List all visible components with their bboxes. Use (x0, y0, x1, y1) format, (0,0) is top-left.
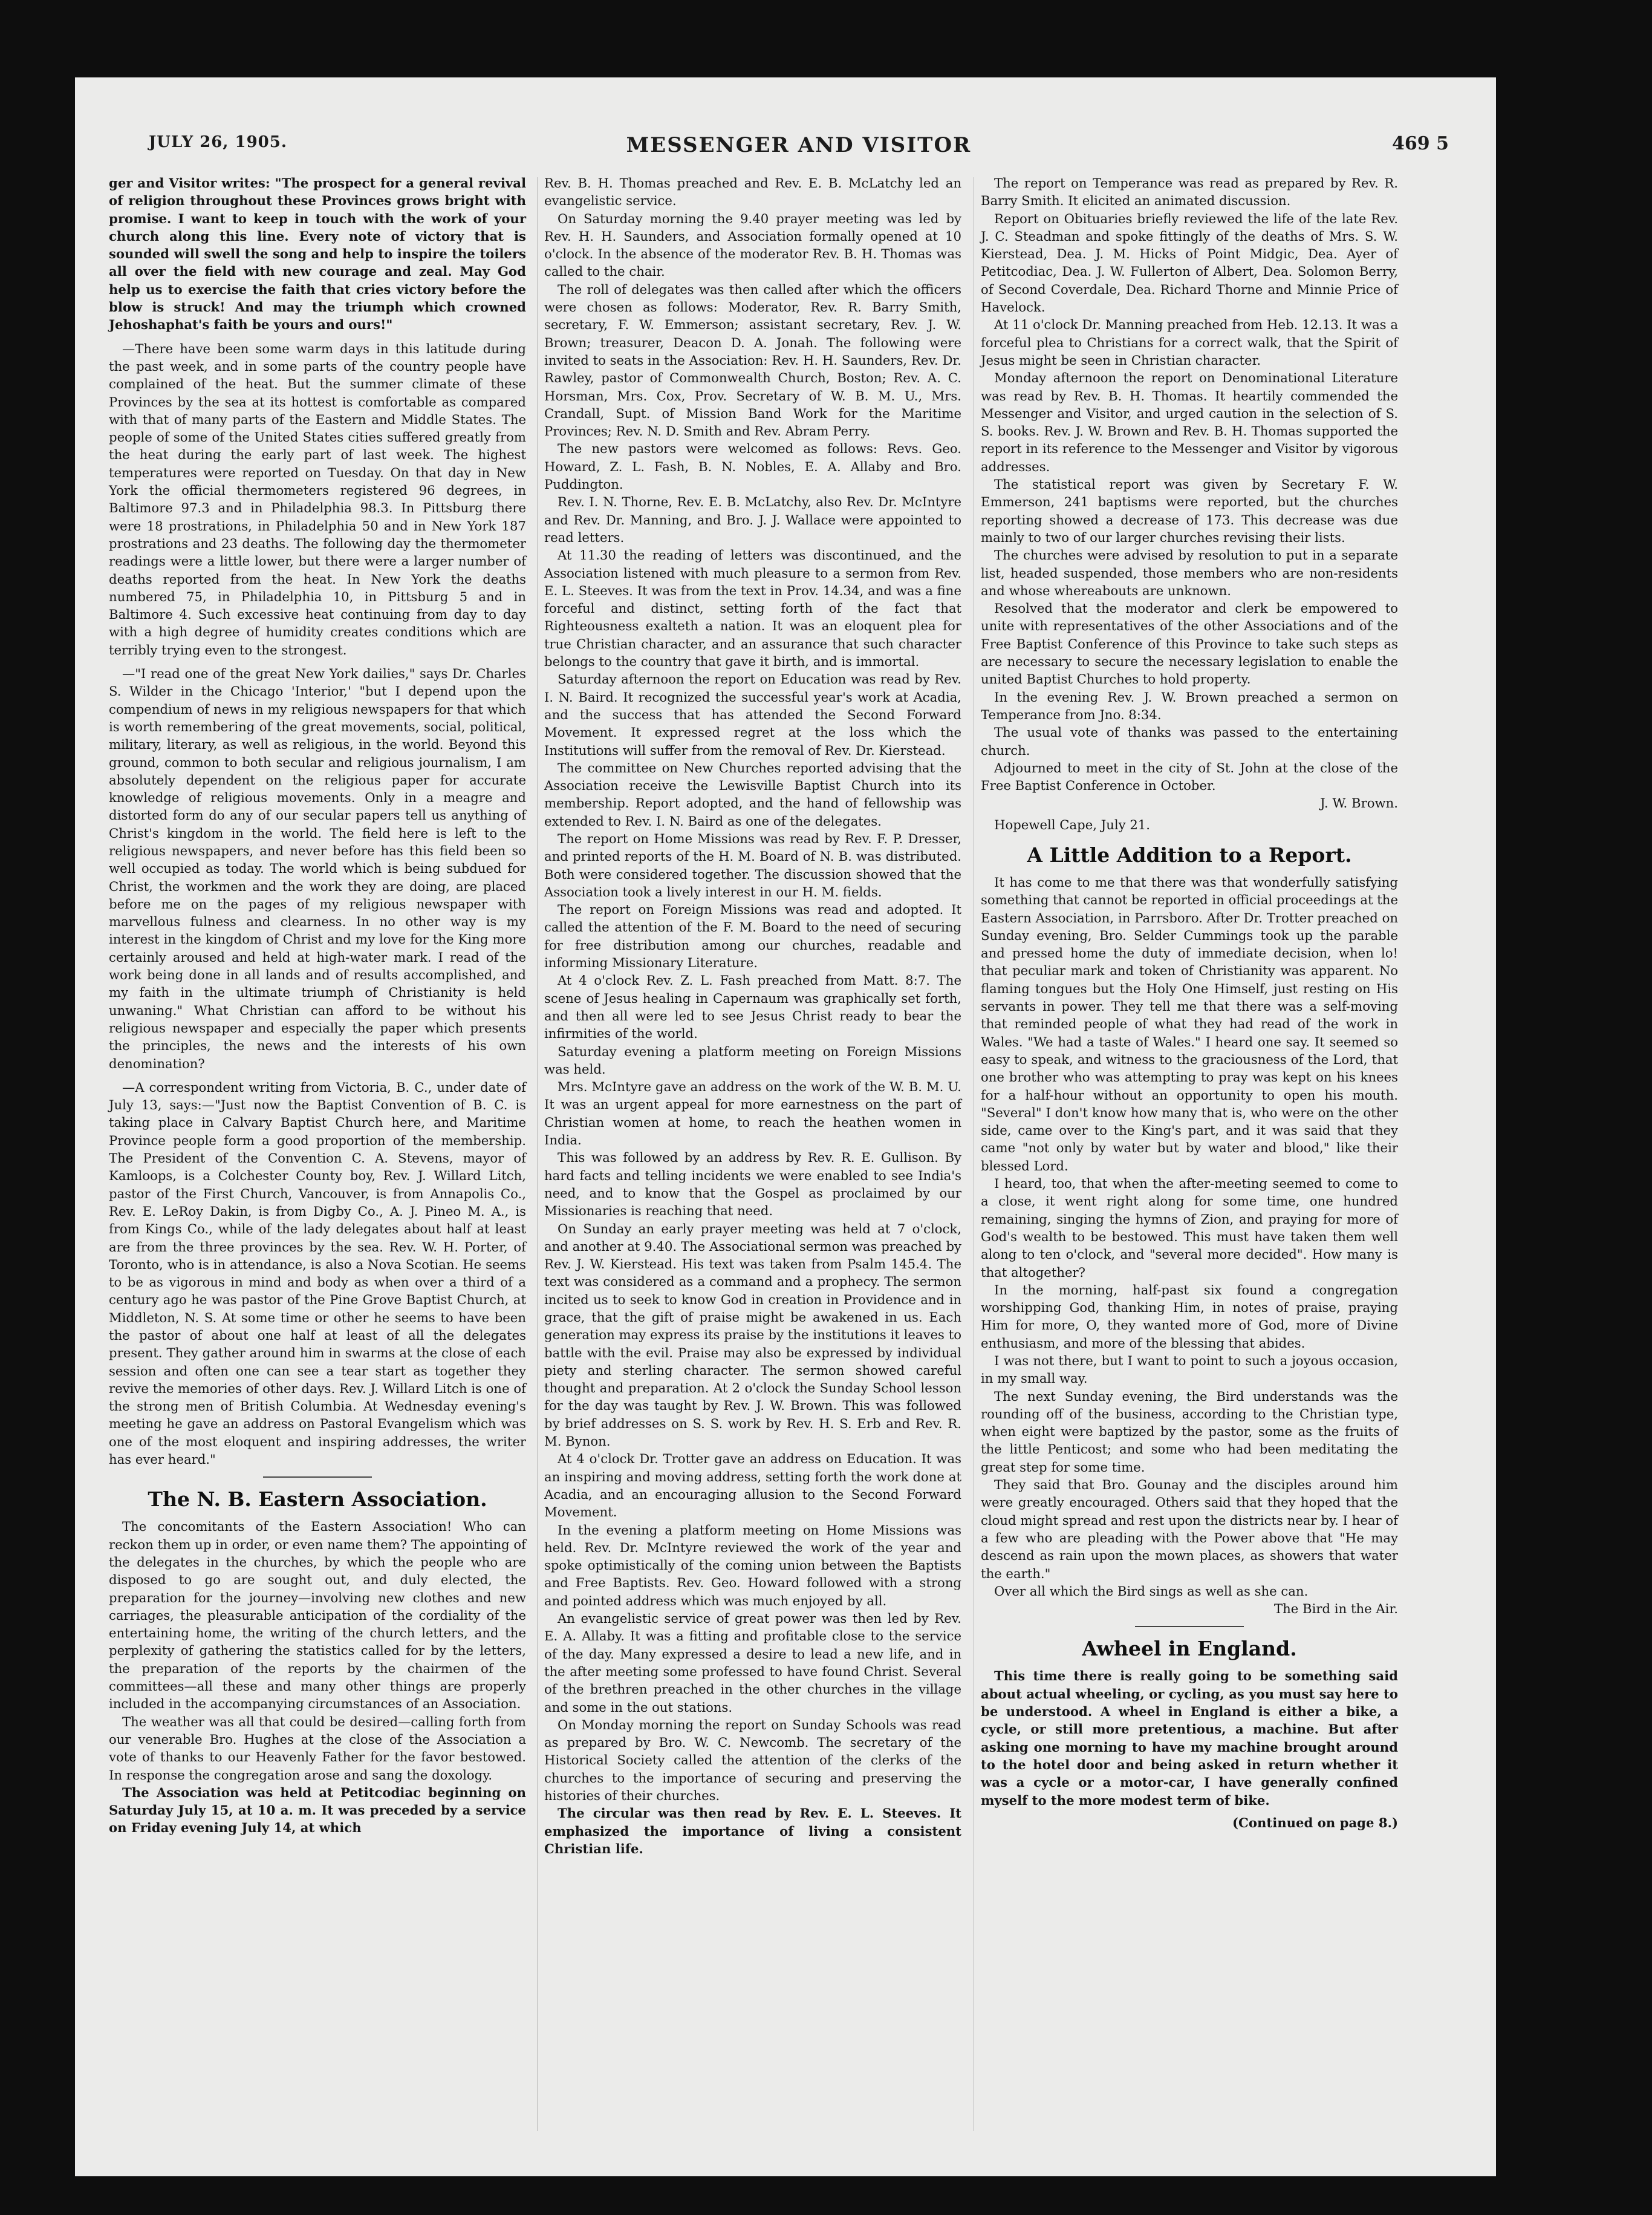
column-2 (544, 174, 961, 1858)
article-heading: A Little Addition to a Report. (1027, 843, 1352, 867)
newspaper-page (75, 77, 1496, 2176)
paragraph: The report on Foreign Missions was read and adopted. It called the attention of the F. M. Board to the need of securing for free distribution among our churches, readable and informing Missionary Literature. (544, 902, 961, 971)
issue-date: JULY 26, 1905. (149, 133, 287, 151)
column-1 (109, 174, 526, 1837)
paragraph: On Sunday an early prayer meeting was held at 7 o'clock, and another at 9.40. The Associational sermon was preached by Rev. J. W. Kierstead. His text was taken from Psalm 145.4. The text was considered as a command and a prophecy. The sermon incited us to seek to know God in creation in Providence and in grace, that the gift of praise might be awakened in us. Each generation may express its praise by the institutions it leaves to battle with the evil. Praise may also be expressed by individual piety and sterling character. The sermon showed careful thought and preparation. At 2 o'clock the Sunday School lesson for the day was taught by Rev. J. W. Brown. This was followed by brief addresses on S. S. work by Rev. H. S. Erb and Rev. R. M. Bynon. (544, 1221, 961, 1449)
paragraph: It has come to me that there was that wonderfully satisfying something that cannot be reported in official proceedings at the Eastern Association, in Parrsboro. After Dr. Trotter preached on Sunday evening, Bro. Selder Cummings took up the parable and pressed home the duty of immediate decision, when lo! that peculiar mark and token of Christianity was apparent. No flaming tongues but the Holy One Himself, just resting on His servants in power. They tell me that there was a self-moving that reminded people of what they had read of the work in Wales. "We had a taste of Wales." I heard one say. It seemed so easy to speak, and witness to the graciousness of the Lord, that one brother who was attempting to pray was kept on his knees for a half-hour without an opportunity to open his mouth. "Several" I don't know how many that is, who were on the other side, came over to the King's part, and it was said that they came "not only by water but by water and blood," like their blessed Lord. (981, 874, 1398, 1173)
paragraph: This time there is really going to be something said about actual wheeling, or cycling, as you must say here to be understood. A wheel in England is either a bike, a cycle, or still more pretentious, a machine. But after asking one morning to have my machine brought around to the hotel door and being asked in return whether it was a cycle or a motor-car, I have generally confined myself to the more modest term of bike. (981, 1668, 1398, 1808)
divider (263, 1476, 372, 1478)
paragraph: The report on Temperance was read as prepared by Rev. R. Barry Smith. It elicited an animated discussion. (981, 175, 1398, 209)
column-rule (537, 177, 538, 2131)
signature: The Bird in the Air. (1273, 1601, 1398, 1617)
paragraph: The usual vote of thanks was passed to the entertaining church. (981, 725, 1398, 758)
page-header (149, 133, 1449, 169)
paragraph: —A correspondent writing from Victoria, B. C., under date of July 13, says:—"Just now the Baptist Convention of B. C. is taking place in Calvary Baptist Church here, and Maritime Province people form a good proportion of the membership. The President of the Convention C. A. Stevens, mayor of Kamloops, is a Colchester County boy, Rev. J. Willard Litch, pastor of the First Church, Vancouver, is from Annapolis Co., Rev. E. LeRoy Dakin, is from Digby Co., A. J. Pineo M. A., is from Kings Co., while of the lady delegates about half at least are from the three provinces by the sea. Rev. W. H. Porter, of Toronto, who is in attendance, is also a Nova Scotian. He seems to be as vigorous in mind and body as when over a third of a century ago he was pastor of the Pine Grove Baptist Church, at Middleton, N. S. At some time or other he seems to have been the pastor of about one half at least of all the delegates present. They gather around him in swarms at the close of each session and often one can see a tear start as together they revive the memories of other days. Rev. J. Willard Litch is one of the strong men of British Columbia. At Wednesday evening's meeting he gave an address on Pastoral Evangelism which was one of the most eloquent and inspiring addresses, the writer has ever heard." (109, 1079, 526, 1467)
paragraph: The Association was held at Petitcodiac beginning on Saturday July 15, at 10 a. m. It was preceded by a service on Friday evening July 14, at which (109, 1784, 526, 1836)
paragraph: The churches were advised by resolution to put in a separate list, headed suspended, those members who are non-residents and whose whereabouts are unknown. (981, 547, 1398, 598)
paragraph: —There have been some warm days in this latitude during the past week, and in some parts of the country people have complained of the heat. But the summer climate of these Provinces by the sea at its hottest is comfortable as compared with that of many parts of the Eastern and Middle States. The people of some of the United States cities suffered greatly from the heat during the early part of last week. The highest temperatures were reported on Tuesday. On that day in New York the official thermometers registered 96 degrees, in Baltimore 97.3 and in Philadelphia 98.3. In Pittsburg there were 18 prostrations, in Philadelphia 50 and in New York 187 prostrations and 23 deaths. The following day the thermometer readings were a little lower, but there were a larger number of deaths reported from the heat. In New York the deaths numbered 75, in Philadelphia 10, in Pittsburg 5 and in Baltimore 4. Such excessive heat continuing from day to day with a high degree of humidity creates conditions which are terribly trying even to the strongest. (109, 341, 526, 657)
paragraph: The next Sunday evening, the Bird understands was the rounding off of the business, according to the Christian type, when eight were baptized by the pastor, some as the fruits of the little Penticost; and some who had been meditating the great step for some time. (981, 1388, 1398, 1475)
paragraph: Rev. B. H. Thomas preached and Rev. E. B. McLatchy led an evangelistic service. (544, 175, 961, 209)
paragraph: An evangelistic service of great power was then led by Rev. E. A. Allaby. It was a fitting and profitable close to the service of the day. Many expressed a desire to lead a new life, and in the after meeting some professed to have found Christ. Several of the brethren preached in the other churches in the village and some in the out stations. (544, 1611, 961, 1715)
paragraph: I was not there, but I want to point to such a joyous occasion, in my small way. (981, 1353, 1398, 1386)
paragraph: The statistical report was given by Secretary F. W. Emmerson, 241 baptisms were reported, but the churches reporting showed a decrease of 173. This decrease was due mainly to two of our larger churches revising their lists. (981, 477, 1398, 545)
paragraph: In the evening a platform meeting on Home Missions was held. Rev. Dr. McIntyre reviewed the work of the year and spoke optimistically of the coming union between the Baptists and Free Baptists. Rev. Geo. Howard followed with a strong and pointed address which was much enjoyed by all. (544, 1522, 961, 1608)
article-heading: Awheel in England. (1082, 1637, 1297, 1661)
continued-note: (Continued on page 8.) (1232, 1815, 1398, 1830)
paragraph: On Saturday morning the 9.40 prayer meeting was led by Rev. H. H. Saunders, and Association formally opened at 10 o'clock. In the absence of the moderator Rev. B. H. Thomas was called to the chair. (544, 210, 961, 279)
paragraph: The weather was all that could be desired—calling forth from our venerable Bro. Hughes at the close of the Association a vote of thanks to our Heavenly Father for the favor bestowed. In response the congregation arose and sang the doxology. (109, 1714, 526, 1783)
paragraph: This was followed by an address by Rev. R. E. Gullison. By hard facts and telling incidents we were enabled to see India's need, and to know that the Gospel as proclaimed by our Missionaries is reaching that need. (544, 1150, 961, 1219)
paragraph: At 11.30 the reading of letters was discontinued, and the Association listened with much pleasure to a sermon from Rev. E. L. Steeves. It was from the text in Prov. 14.34, and was a fine forceful and distinct, setting forth of the fact that Righteousness exalteth a nation. It was an eloquent plea for true Christian character, and an assurance that such character belongs to the country that gave it birth, and is immortal. (544, 547, 961, 670)
paragraph: In the morning, half-past six found a congregation worshipping God, thanking Him, in notes of praise, praying Him for more, O, they wanted more of God, more of Divine enthusiasm, and more of the blessing that abides. (981, 1282, 1398, 1351)
paragraph: In the evening Rev. J. W. Brown preached a sermon on Temperance from Jno. 8:34. (981, 689, 1398, 722)
paragraph: Mrs. McIntyre gave an address on the work of the W. B. M. U. It was an urgent appeal for more earnestness on the part of Christian women at home, to reach the heathen women in India. (544, 1079, 961, 1148)
paragraph: Report on Obituaries briefly reviewed the life of the late Rev. J. C. Steadman and spoke fittingly of the deaths of Mrs. S. W. Kierstead, Dea. J. M. Hicks of Point Midgic, Dea. Ayer of Petitcodiac, Dea. J. W. Fullerton of Albert, Dea. Solomon Berry, of Second Coverdale, Dea. Richard Thorne and Minnie Price of Havelock. (981, 210, 1398, 315)
paragraph: I heard, too, that when the after-meeting seemed to come to a close, it went right along for some time, one hundred remaining, singing the hymns of Zion, and praying for more of God's wealth to be bestowed. This must have taken them well along to ten o'clock, and "several more decided". How many is that altogether? (981, 1176, 1398, 1280)
paragraph: The circular was then read by Rev. E. L. Steeves. It emphasized the importance of living a consistent Christian life. (544, 1806, 961, 1856)
paragraph: They said that Bro. Gounay and the disciples around him were greatly encouraged. Others said that they hoped that the cloud might spread and rest upon the districts near by. I hear of a few who are pleading with the Power above that "He may descend as rain upon the mown places, as showers that water the earth." (981, 1477, 1398, 1581)
paragraph: Saturday afternoon the report on Education was read by Rev. I. N. Baird. It recognized the successful year's work at Acadia, and the success that has attended the Second Forward Movement. It expressed regret at the loss which the Institutions will suffer from the removal of Rev. Dr. Kierstead. (544, 671, 961, 758)
paragraph: The new pastors were welcomed as follows: Revs. Geo. Howard, Z. L. Fash, B. N. Nobles, E. A. Allaby and Bro. Puddington. (544, 441, 961, 492)
paragraph: —"I read one of the great New York dailies," says Dr. Charles S. Wilder in the Chicago 'Interior,' "but I depend upon the compendium of news in my religious newspapers for that which is worth remembering of the great movements, social, political, military, literary, as well as religious, in the world. Beyond this ground, common to both secular and religious journalism, I am absolutely dependent on the religious paper for accurate knowledge of religious movements. Only in a meagre and distorted form do any of our secular papers tell us anything of Christ's kingdom in the world. The field here is left to the religious newspapers, and never before has this field been so well occupied as today. The world which is being subdued for Christ, the workmen and the work they are doing, are placed before me on the pages of my religious newspaper with marvellous fulness and clearness. In no other way is my interest in the kingdom of Christ and my love for the King more certainly aroused and held at high-water mark. I read of the work being done in all lands and of results accomplished, and my faith in the ultimate triumph of Christianity is held unwaning." What Christian can afford to be without his religious newspaper and especially the paper which presents the principles, the news and the interests of his own denomination? (109, 666, 526, 1071)
paragraph: At 11 o'clock Dr. Manning preached from Heb. 12.13. It was a forceful plea to Christians for a correct walk, that the Spirit of Jesus might be seen in Christian character. (981, 317, 1398, 368)
paragraph: The concomitants of the Eastern Association! Who can reckon them up in order, or even name them? The appointing of the delegates in the churches, by which the people who are disposed to go are sought out, and duly elected, the preparation for the journey—involving new clothes and new carriages, the pleasurable anticipation of the cordiality of the entertaining home, the writing of the church letters, and the perplexity of gathering the statistics called for by the letters, the preparation of the reports by the chairmen of the committees—all these and many other things are properly included in the accompanying circumstances of an Association. (109, 1519, 526, 1712)
paragraph: At 4 o'clock Dr. Trotter gave an address on Education. It was an inspiring and moving address, setting forth the work done at Acadia, and an encouraging allusion to the Second Forward Movement. (544, 1451, 961, 1520)
paragraph: ger and Visitor writes: "The prospect for a general revival of religion throughout these Provinces grows bright with promise. I want to keep in touch with the work of your church along this line. Every note of victory that is sounded will swell the song and help to inspire the toilers all over the field with new courage and zeal. May God help us to exercise the faith that cries victory before the blow is struck! And may the triumph which crowned Jehoshaphat's faith be yours and ours!" (109, 175, 526, 333)
column-3 (981, 174, 1398, 1832)
paragraph: The committee on New Churches reported advising that the Association receive the Lewisville Baptist Church into its membership. Report adopted, and the hand of fellowship was extended to Rev. I. N. Baird as one of the delegates. (544, 760, 961, 829)
paragraph: Rev. I. N. Thorne, Rev. E. B. McLatchy, also Rev. Dr. McIntyre and Rev. Dr. Manning, and Bro. J. J. Wallace were appointed to read letters. (544, 494, 961, 545)
paragraph: The roll of delegates was then called after which the officers were chosen as follows: Moderator, Rev. R. Barry Smith, secretary, F. W. Emmerson; assistant secretary, Rev. J. W. Brown; treasurer, Deacon D. A. Jonah. The following were invited to seats in the Association: Rev. H. H. Saunders, Rev. Dr. Rawley, pastor of Commonwealth Church, Boston; Rev. A. C. Horsman, Mrs. Cox, Prov. Secretary of W. B. M. U., Mrs. Crandall, Supt. of Mission Band Work for the Maritime Provinces; Rev. N. D. Smith and Rev. Abram Perry. (544, 281, 961, 439)
article-heading: The N. B. Eastern Association. (148, 1487, 487, 1512)
paragraph: At 4 o'clock Rev. Z. L. Fash preached from Matt. 8:7. The scene of Jesus healing in Capernaum was graphically set forth, and then all were led to see Jesus Christ ready to bear the infirmities of the world. (544, 973, 961, 1042)
signature: J. W. Brown. (1320, 795, 1398, 811)
paragraph: Saturday evening a platform meeting on Foreign Missions was held. (544, 1043, 961, 1077)
paragraph: Over all which the Bird sings as well as she can. (994, 1583, 1309, 1599)
paragraph: Resolved that the moderator and clerk be empowered to unite with representatives of the other Associations and of the Free Baptist Conference of this Province to take such steps as are necessary to secure the necessary legislation to enable the united Baptist Churches to hold property. (981, 601, 1398, 687)
paragraph: Monday afternoon the report on Denominational Literature was read by Rev. B. H. Thomas. It heartily commended the Messenger and Visitor, and urged caution in the selection of S. S. books. Rev. J. W. Brown and Rev. B. H. Thomas supported the report in its reference to the Messenger and Visitor by vigorous addresses. (981, 370, 1398, 474)
masthead-title: MESSENGER AND VISITOR (626, 133, 972, 157)
page-number: 469 5 (1392, 133, 1449, 154)
paragraph: On Monday morning the report on Sunday Schools was read as prepared by Bro. W. C. Newcomb. The secretary of the Historical Society called the attention of the clerks of the churches to the importance of securing and preserving the histories of their churches. (544, 1717, 961, 1804)
divider (1135, 1626, 1244, 1627)
paragraph: The report on Home Missions was read by Rev. F. P. Dresser, and printed reports of the H. M. Board of N. B. was distributed. Both were considered together. The discussion showed that the Association took a lively interest in our H. M. fields. (544, 830, 961, 899)
paragraph: Adjourned to meet in the city of St. John at the close of the Free Baptist Conference in October. (981, 760, 1398, 794)
dateline: Hopewell Cape, July 21. (994, 817, 1151, 832)
